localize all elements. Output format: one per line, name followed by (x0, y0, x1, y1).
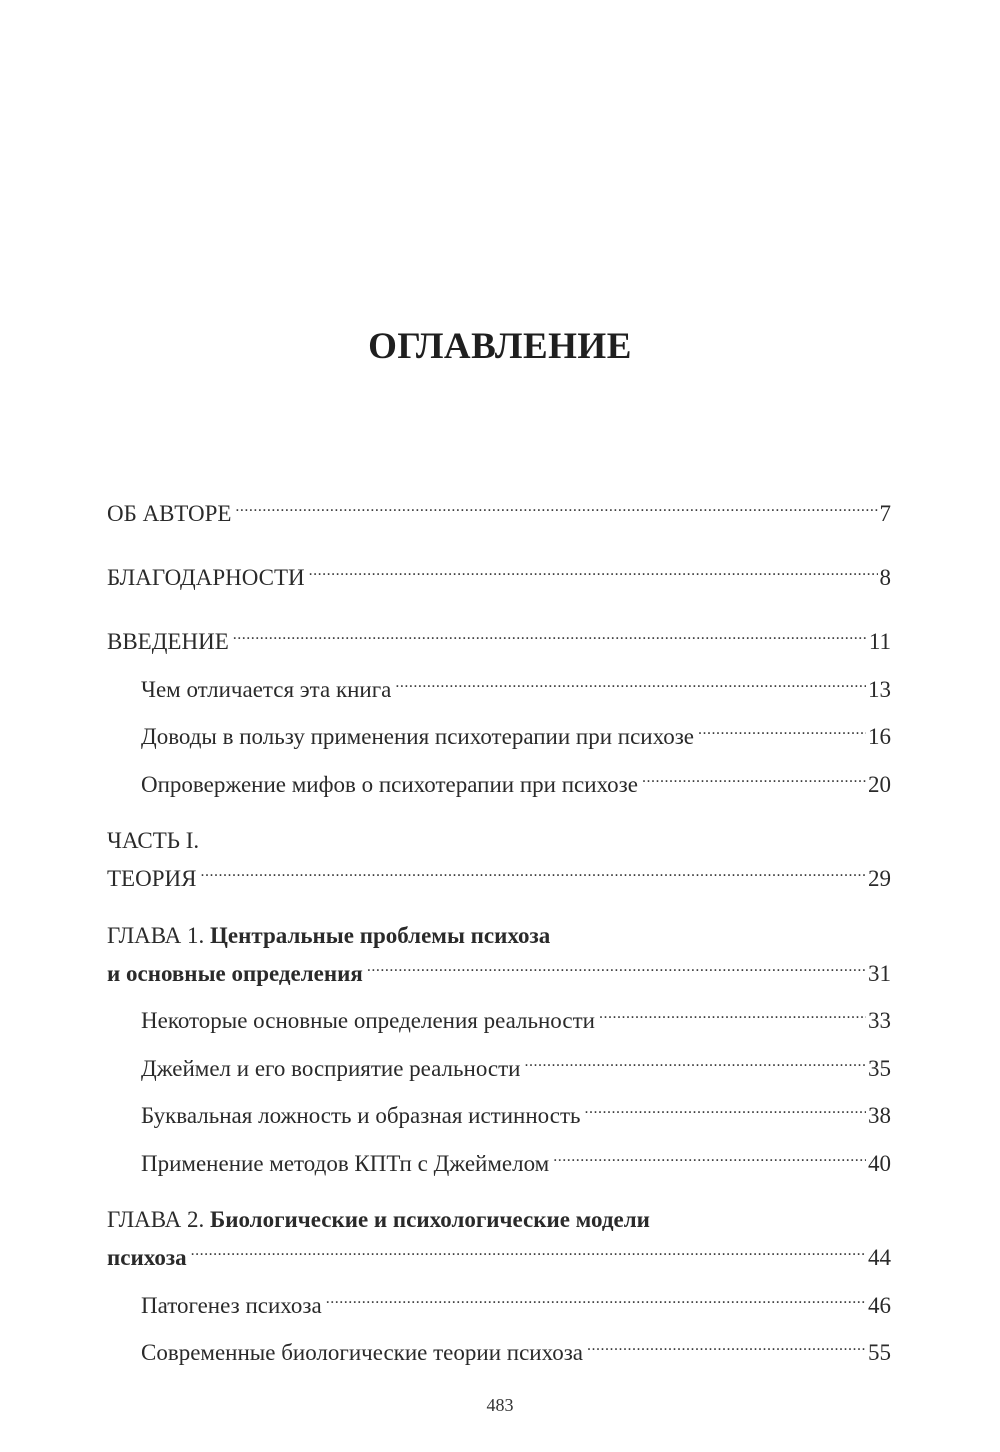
dot-leader (587, 1330, 866, 1360)
toc-entry-chapter-2[interactable] (107, 1235, 891, 1270)
toc-label: БЛАГОДАРНОСТИ (107, 565, 305, 590)
toc-page-number: 38 (868, 1103, 891, 1128)
chapter-prefix: ГЛАВА 2. (107, 1207, 211, 1232)
dot-leader (584, 1093, 866, 1123)
page-number-footer: 483 (486, 1395, 514, 1415)
toc-page-number: 40 (868, 1151, 891, 1176)
toc-subentry-ch2-2[interactable] (141, 1330, 891, 1365)
toc-subentry-intro-2[interactable] (141, 714, 891, 749)
toc-page-number: 44 (868, 1245, 891, 1270)
toc-subentry-intro-1[interactable] (141, 667, 891, 702)
toc-label (107, 959, 363, 989)
toc-page-number: 46 (868, 1293, 891, 1318)
dot-leader (191, 1235, 866, 1265)
toc-part-heading: ЧАСТЬ I. (107, 828, 200, 853)
dot-leader (553, 1141, 866, 1171)
toc-subentry-ch2-1[interactable] (141, 1283, 891, 1318)
toc-subentry-ch1-2[interactable] (141, 1046, 891, 1081)
dot-leader (235, 491, 877, 521)
chapter-prefix: ГЛАВА 1. (107, 923, 211, 948)
toc-label: Джеймел и его восприятие реальности (141, 1056, 521, 1081)
toc-label: Чем отличается эта книга (141, 677, 392, 702)
toc-page-number: 7 (879, 501, 891, 526)
chapter-title-cont: и основные определения (107, 961, 363, 986)
toc-chapter-heading (107, 921, 550, 951)
toc-page-number: 13 (868, 677, 891, 702)
toc-label: Доводы в пользу применения психотерапии при психозе (141, 724, 695, 749)
toc-subentry-intro-3[interactable] (141, 762, 891, 797)
chapter-title: Центральные проблемы психоза (210, 923, 551, 948)
toc-page-number: 33 (868, 1008, 891, 1033)
toc-label: Буквальная ложность и образная истинность (141, 1103, 581, 1128)
toc-entry-chapter-1[interactable] (107, 951, 891, 986)
dot-leader (309, 555, 878, 585)
toc-label (107, 1243, 187, 1273)
toc-page-number: 29 (868, 866, 891, 891)
toc-page-number: 11 (868, 629, 891, 654)
toc-page-number: 8 (879, 565, 891, 590)
toc-chapter-heading (107, 1205, 650, 1235)
dot-leader (599, 998, 866, 1028)
dot-leader (326, 1283, 866, 1313)
dot-leader (367, 951, 866, 981)
toc-page-number: 55 (868, 1340, 891, 1365)
dot-leader (524, 1046, 866, 1076)
page-title: ОГЛАВЛЕНИЕ (368, 326, 632, 367)
toc-label: ВВЕДЕНИЕ (107, 629, 229, 654)
toc-label: Некоторые основные определения реальности (141, 1008, 595, 1033)
toc-page-number: 16 (868, 724, 891, 749)
toc-label: Применение методов КПТп с Джеймелом (141, 1151, 550, 1176)
chapter-title: Биологические и психологические модели (210, 1207, 650, 1232)
dot-leader (395, 667, 866, 697)
toc-entry-about-author[interactable] (107, 491, 891, 526)
toc-label: ОБ АВТОРЕ (107, 501, 232, 526)
toc-entry-part1[interactable] (107, 856, 891, 891)
dot-leader (698, 714, 866, 744)
toc-label: Современные биологические теории психоза (141, 1340, 583, 1365)
toc-label: Патогенез психоза (141, 1293, 322, 1318)
toc-page-number: 31 (868, 961, 891, 986)
dot-leader (233, 619, 867, 649)
toc-subentry-ch1-4[interactable] (141, 1141, 891, 1176)
toc-subentry-ch1-1[interactable] (141, 998, 891, 1033)
toc-subentry-ch1-3[interactable] (141, 1093, 891, 1128)
toc-entry-intro[interactable] (107, 619, 891, 654)
toc-entry-thanks[interactable] (107, 555, 891, 590)
toc-page-number: 20 (868, 772, 891, 797)
chapter-title-cont: психоза (107, 1245, 187, 1270)
dot-leader (200, 856, 866, 886)
toc-page-number: 35 (868, 1056, 891, 1081)
toc-label: Опровержение мифов о психотерапии при психозе (141, 772, 638, 797)
toc-label: ТЕОРИЯ (107, 866, 197, 891)
dot-leader (642, 762, 866, 792)
